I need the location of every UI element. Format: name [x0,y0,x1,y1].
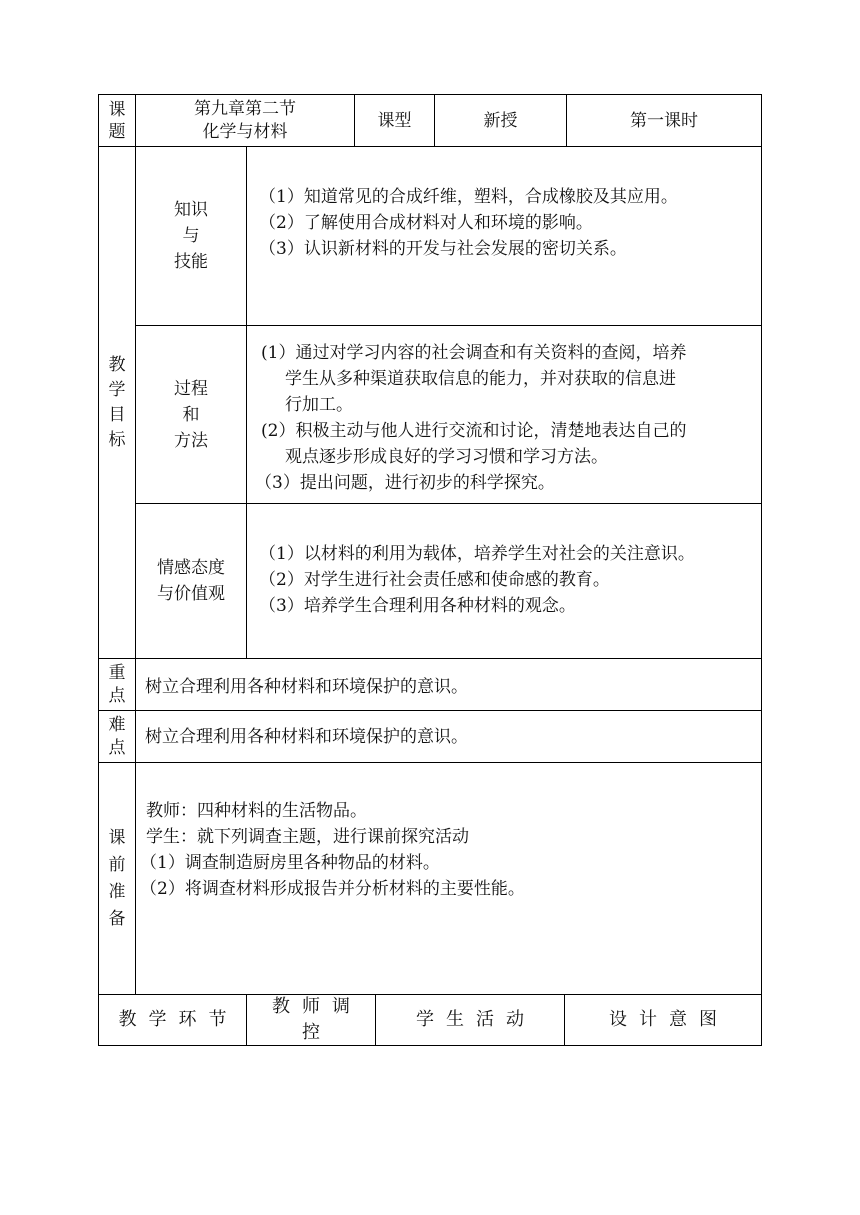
knowledge-label-line: 与 [182,226,200,246]
objectives-label-char: 标 [108,429,126,450]
knowledge-label-line: 知识 [174,200,208,220]
column-header-teacher-control: 教师调控 [272,996,362,1043]
topic-label [99,95,135,146]
process-label-line: 和 [182,404,200,425]
topic-title [136,95,354,146]
difficulty-label-char: 点 [108,737,126,758]
preparation-line: （2）将调查材料形成报告并分析材料的主要性能。 [140,879,525,899]
process-label-line: 方法 [174,430,208,451]
knowledge-item: （2）了解使用合成材料对人和环境的影响。 [259,213,593,233]
knowledge-label [136,147,246,325]
topic-title-line: 化学与材料 [202,121,288,142]
preparation-label-char: 备 [108,908,126,929]
lesson-type-value: 新授 [483,110,518,131]
objectives-label-char: 学 [108,379,126,400]
difficulty-label-char: 难 [108,714,126,735]
key-point-label-char: 重 [108,662,126,683]
objectives-label-char: 目 [108,404,126,425]
preparation-label-char: 前 [108,854,126,875]
preparation-label-char: 课 [108,827,126,848]
knowledge-item: （3）认识新材料的开发与社会发展的密切关系。 [259,239,627,259]
knowledge-label-line: 技能 [174,252,208,272]
key-point-label [99,659,135,710]
process-item-line: 观点逐步形成良好的学习习惯和学习方法。 [285,447,608,467]
process-item-line: 学生从多种渠道获取信息的能力，并对获取的信息进 [285,369,676,389]
emotion-label [136,504,246,658]
emotion-label-line: 与价值观 [157,584,225,604]
process-item-line: 行加工。 [285,395,353,415]
objectives-label-char: 教 [108,354,126,375]
emotion-item: （2）对学生进行社会责任感和使命感的教育。 [259,570,610,590]
knowledge-item: （1）知道常见的合成纤维，塑料，合成橡胶及其应用。 [259,187,678,207]
lesson-type-label: 课型 [377,110,412,131]
preparation-line: （1）调查制造厨房里各种物品的材料。 [140,853,440,873]
emotion-label-line: 情感态度 [157,558,225,578]
topic-label-char: 题 [108,121,126,142]
topic-label-char: 课 [108,99,126,120]
emotion-item: （3）培养学生合理利用各种材料的观念。 [259,596,576,616]
process-item-line: (2）积极主动与他人进行交流和讨论，清楚地表达自己的 [261,421,687,441]
process-label [136,326,246,503]
difficulty-label [99,711,135,762]
emotion-item: （1）以材料的利用为载体，培养学生对社会的关注意识。 [259,544,695,564]
topic-title-line: 第九章第二节 [194,98,296,119]
difficulty-text: 树立合理利用各种材料和环境保护的意识。 [145,726,468,747]
knowledge-items [247,184,761,304]
process-item-line: (1）通过对学习内容的社会调查和有关资料的查阅，培养 [261,343,687,363]
preparation-line: 学生：就下列调查主题，进行课前探究活动 [146,827,469,847]
preparation-label [99,763,135,994]
preparation-label-char: 准 [108,881,126,902]
process-items [247,340,761,495]
preparation-text [136,798,761,918]
key-point-label-char: 点 [108,685,126,706]
column-header-design-intent: 设计意图 [609,1009,729,1030]
column-header-teaching-stage: 教学环节 [118,1009,239,1030]
emotion-items [247,541,761,631]
process-item-line: （3）提出问题，进行初步的科学探究。 [255,473,555,493]
column-header-student-activity: 学生活动 [416,1009,536,1030]
lesson-period: 第一课时 [630,110,698,131]
process-label-line: 过程 [174,378,208,399]
key-point-text: 树立合理利用各种材料和环境保护的意识。 [145,676,468,697]
preparation-line: 教师：四种材料的生活物品。 [146,801,367,821]
objectives-label [99,147,135,658]
